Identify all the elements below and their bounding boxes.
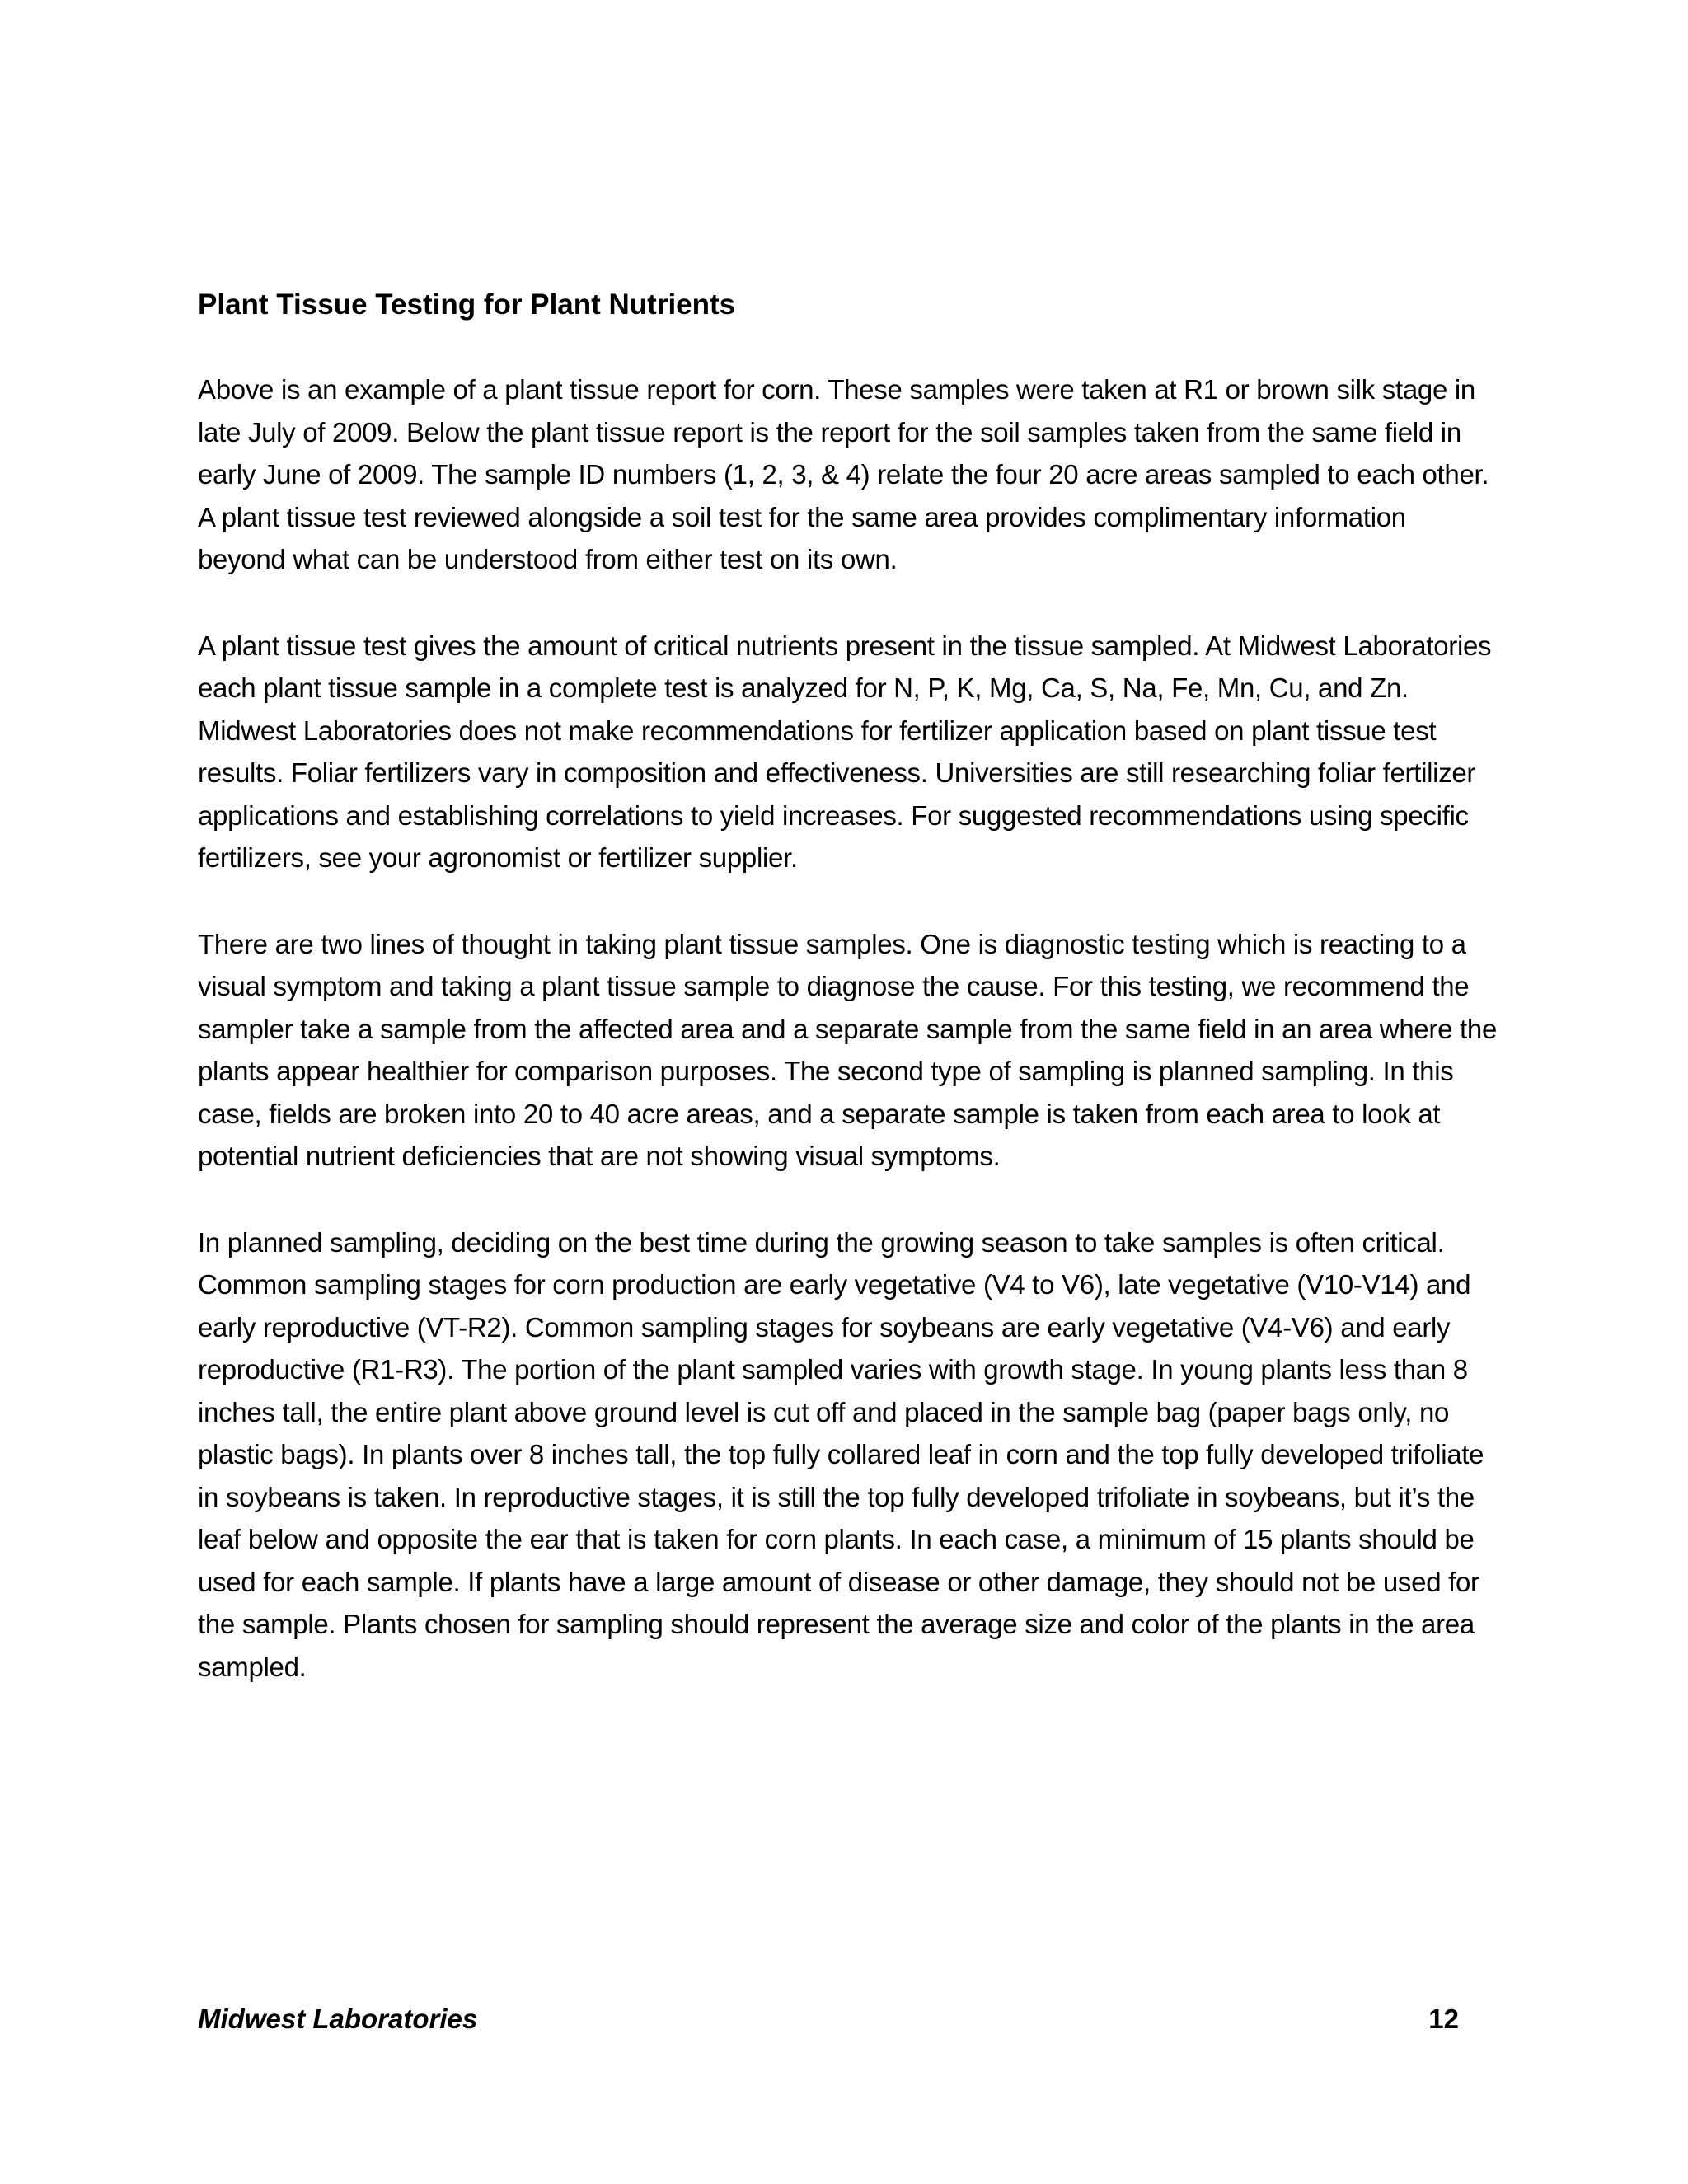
footer-organization: Midwest Laboratories (198, 2004, 478, 2034)
footer-page-number: 12 (1428, 2004, 1459, 2034)
paragraph-sampling-approaches: There are two lines of thought in taking plant tissue samples. One is diagnostic testing which is reacting to a visual symptom and taking a plant tissue sample to diagnose the cause. For this testing, we recommend the sampler take a sample from the affected area and a separate sample from the same field in an area where the plants appear healthier for comparison purposes. The second type of sampling is planned sampling. In this case, fields are broken into 20 to 40 acre areas, and a separate sample is taken from each area to look at potential nutrient deficiencies that are not showing visual symptoms. (198, 928, 1498, 1171)
paragraph-tissue-test-overview: A plant tissue test gives the amount of critical nutrients present in the tissue sampled. At Midwest Laboratories each plant tissue sample in a complete test is analyzed for N, P, K, Mg, Ca, S, Na, Fe, Mn, Cu, and Zn. Midwest Laboratories does not make recommendations for fertilizer application based on plant tissue test results. Foliar fertilizers vary in composition and effectiveness. Universities are still researching foliar fertilizer applications and establishing correlations to yield increases. For suggested recommendations using specific fertilizers, see your agronomist or fertilizer supplier. (198, 630, 1492, 873)
section-title: Plant Tissue Testing for Plant Nutrients (198, 288, 736, 321)
paragraph-planned-sampling: In planned sampling, deciding on the best time during the growing season to take samples is often critical. Common sampling stages for corn production are early vegetative (V4 to V6), late vegetative (V10-V14) and early reproductive (VT-R2). Common sampling stages for soybeans are early vegetative (V4-V6) and early reproductive (R1-R3). The portion of the plant sampled varies with growth stage. In young plants less than 8 inches tall, the entire plant above ground level is cut off and placed in the sample bag (paper bags only, no plastic bags). In plants over 8 inches tall, the top fully collared leaf in corn and the top fully developed trifoliate in soybeans is taken. In reproductive stages, it is still the top fully developed trifoliate in soybeans, but it’s the leaf below and opposite the ear that is taken for corn plants. In each case, a minimum of 15 plants should be used for each sample. If plants have a large amount of disease or other damage, they should not be used for the sample. Plants chosen for sampling should represent the average size and color of the plants in the area sampled. (198, 1226, 1484, 1682)
page-content (198, 285, 1500, 1688)
paragraph-tissue-report-example: Above is an example of a plant tissue report for corn. These samples were taken at R1 or brown silk stage in late July of 2009. Below the plant tissue report is the report for the soil samples taken from the same field in early June of 2009. The sample ID numbers (1, 2, 3, & 4) relate the four 20 acre areas sampled to each other. A plant tissue test reviewed alongside a soil test for the same area provides complimentary information beyond what can be understood from either test on its own. (198, 374, 1489, 574)
